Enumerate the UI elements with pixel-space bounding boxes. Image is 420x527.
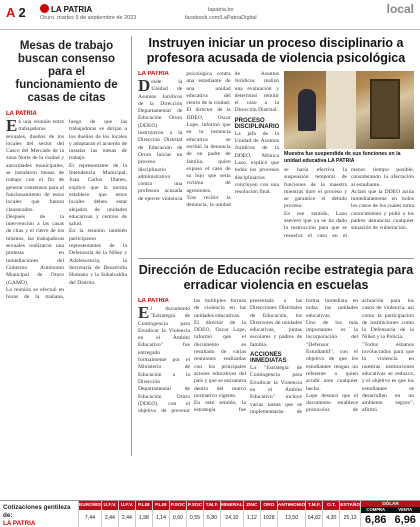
dollar-buy-label: COMPRA bbox=[361, 507, 391, 513]
paragraph: Uno de los más importantes es la incorporación del "Defensor Estudiantil", con el objetivo de que los estudiantes tengan un referente a quien acudir ante cualquier hecho. bbox=[306, 319, 358, 392]
photo-credit: LA PATRIA bbox=[327, 157, 355, 164]
dollar-sell-value: 6,96 bbox=[394, 514, 416, 526]
quote-cell: P.SOC 0,60 bbox=[169, 501, 186, 527]
subheading: PROCESO DISCIPLINARIO bbox=[234, 117, 279, 130]
left-article-byline: LA PATRIA bbox=[6, 111, 37, 117]
paragraph: El representante de la Intendencia Municipal, Juan Carlos Illanes, explicó que la norma establece que estos locales deben estar alejados de unidades educativas y centros de salud. bbox=[69, 162, 127, 228]
paragraph: La jefa de la Unidad de Asuntos Jurídicos de la DDEO, Mónica Lazo, explicó que todos los procesos disciplinarios concluyen con una resolución final. bbox=[234, 130, 279, 196]
paragraph: En ese sentido, Lazo aseveró que ya se ha dado la instrucción para que se resuelva el caso en el menor tiempo posible, considerando la afectación al estudiante. bbox=[284, 167, 414, 239]
date-line: Oruro, martes 5 de septiembre de 2023 bbox=[40, 15, 137, 21]
subheading: ACCIONES INMEDIATAS bbox=[250, 352, 287, 365]
brand-name: LA PATRIA bbox=[51, 5, 93, 14]
dollar-title: DÓLAR bbox=[361, 501, 420, 507]
dollar-box bbox=[360, 501, 420, 527]
web-info bbox=[185, 6, 257, 22]
quotes-label: Cotizaciones gentileza de: LA PATRIA bbox=[0, 501, 78, 527]
bottom-article-byline: LA PATRIA bbox=[138, 298, 169, 304]
quote-cell: P.LIB 1,98 bbox=[135, 501, 152, 527]
facebook-text: facebook.com/LaPatriaDigital bbox=[185, 15, 257, 21]
bottom-article bbox=[138, 258, 414, 456]
quotes-bar bbox=[0, 500, 420, 527]
paragraph: Lope destacó que el documento establece protocolos de actuación para los casos de violencia, así como la participación de instituciones como la Defensoría de la Niñez y la Policía. bbox=[306, 298, 414, 414]
paragraph: Tras recibir la denuncia, la unidad de Asuntos Jurídicos realizó una evaluación y determinó remitir el caso a la Dirección Distrital. bbox=[186, 71, 279, 209]
dollar-buy-value: 6,86 bbox=[365, 514, 387, 526]
paragraph: Después de la intervención a las casas de citas y el cierre de los mismos, las trabajadoras sexuales realizaron una protesta en inmediaciones del Gobierno Autónomo Municipal de Oruro (GAMO). bbox=[6, 213, 64, 286]
section-label: local bbox=[386, 2, 414, 16]
paragraph: "Todos estamos involucrados para que la violencia en nuestras instituciones educativas se reduzca, y el objetivo es que los estudiantes se desarrollen en un ambiente seguro", afirmó. bbox=[362, 341, 414, 414]
bottom-article-title: Dirección de Educación recibe estrategia para erradicar violencia en escuelas bbox=[138, 263, 414, 292]
paragraph: En una reunión entre trabajadoras sexuales, dueños de los locales del sector del Casco del Mercado de la zona Norte de la ciudad y autoridades municipales, se instalaron mesas de trabajo con el fin de generar consensos para el funcionamiento de estos locales que fueron clausurados. bbox=[6, 116, 64, 213]
brand-logo-icon bbox=[40, 4, 49, 13]
paragraph: En este sentido, la estrategia fue presentada a las Direcciones Distritales de Educación, los Directores de unidades educativas, juntas escolares y padres de familia. bbox=[194, 298, 302, 414]
page-header bbox=[0, 0, 420, 30]
page-number: A 2 bbox=[6, 5, 26, 20]
quote-cell: ESTAÑO 25,12 bbox=[339, 501, 360, 527]
person-figure-icon bbox=[298, 89, 316, 131]
left-article bbox=[6, 36, 132, 456]
quote-cell: EURO/BS 7,44 bbox=[78, 501, 101, 527]
paragraph: En la reunión también participaron representantes de la Defensoría de la Niñez y Adolescencia, la Secretaría de Desarrollo Humano y la Subalcaldía del Distrito. bbox=[69, 228, 127, 286]
news-photo bbox=[284, 71, 414, 149]
quotes-brand: LA PATRIA bbox=[3, 520, 36, 527]
paragraph: El director de la DDEO, Oscar Lope, informó que el documento es resultado de varias reuniones realizadas con los principales actores educativos del país y que se encuentra dentro del marco normativo vigente. bbox=[194, 319, 246, 399]
quote-cell: U.F.V. 2,44 bbox=[101, 501, 118, 527]
quote-cell: O.T. 4,30 bbox=[322, 501, 339, 527]
quote-cell: ANTIMONIO 13,50 bbox=[277, 501, 305, 527]
photo-caption: Muestra fue suspendida de sus funciones en la unidad educativa LA PATRIA bbox=[284, 151, 401, 164]
paragraph: El documento "Estrategia de Contingencia para Erradicar la Violencia en el Ámbito Educativo" fue entregado formalmente por el Ministerio de Educación a la Dirección Departamental de Educación Oruro (DDEO), con el objetivo de prevenir las múltiples formas de violencia en las unidades educativas. bbox=[138, 298, 246, 415]
main-article bbox=[138, 36, 414, 251]
quote-cell: P.SOC 0,55 bbox=[186, 501, 203, 527]
left-article-body bbox=[6, 116, 127, 301]
paragraph: El director de la DDEO, Oscar Lope, informó que en la instancia educativa se recibió la denuncia de un padre de familia, quien expuso el caso de su hijo que sería víctima de agresiones. bbox=[186, 107, 231, 194]
masthead bbox=[40, 4, 92, 14]
paragraph: Aclaró que la DDEO actúa inmediatamente en todos los casos de los cuales toma conocimiento y pidió a los padres denunciar cualquier situación de vulneración. bbox=[351, 188, 414, 232]
main-article-byline: LA PATRIA bbox=[138, 71, 169, 77]
main-article-body bbox=[138, 71, 279, 247]
paragraph: La reunión se efectuó en horas de la mañana, luego de que las trabajadoras se dirijan a los dueños de los locales y adoptaran el acuerdo de instalar las mesas de trabajo. bbox=[6, 119, 127, 301]
main-article-title: Instruyen iniciar un proceso disciplinario a profesora acusada de violencia psicológica bbox=[146, 36, 406, 65]
quote-cell: P.LIB 1,14 bbox=[152, 501, 169, 527]
paragraph: Desde la Unidad de Asuntos Jurídicos de la Dirección Departamental de Educación Oruro (DDEO) instruyeron a la Dirección Distrital de Educación de Oruro iniciar un proceso disciplinario administrativo contra una profesora acusada de ejercer violencia psicológica contra una estudiante de una unidad educativa del centro de la ciudad. bbox=[138, 71, 231, 202]
paragraph: se haría efectiva la suspensión temporal de funciones de la maestra mientras dure el proceso y se garantice el debido proceso. bbox=[284, 167, 347, 210]
quote-cell: ORO 1928 bbox=[260, 501, 277, 527]
dollar-sell-label: VENTA bbox=[390, 507, 420, 513]
paragraph: La "Estrategia de Contingencia para Erradicar la Violencia en el Ámbito Educativo" incluye varias tareas que se implementarán de forma inmediata en todas las unidades educativas. bbox=[250, 298, 358, 415]
left-article-title: Mesas de trabajo buscan consenso para el funcionamiento de casas de citas bbox=[15, 40, 118, 104]
quote-cell: T.M.F. 5,80 bbox=[203, 501, 220, 527]
website-text: lapatria.bo bbox=[207, 7, 234, 13]
quote-cell: MINERAL 24,10 bbox=[220, 501, 243, 527]
quote-cell: ZINC 1,12 bbox=[243, 501, 260, 527]
quote-cell: T.M.F. 64,82 bbox=[305, 501, 322, 527]
bottom-article-body bbox=[138, 298, 414, 462]
quote-cell: U.F.V. 2,44 bbox=[118, 501, 135, 527]
main-article-side-body bbox=[284, 167, 414, 257]
